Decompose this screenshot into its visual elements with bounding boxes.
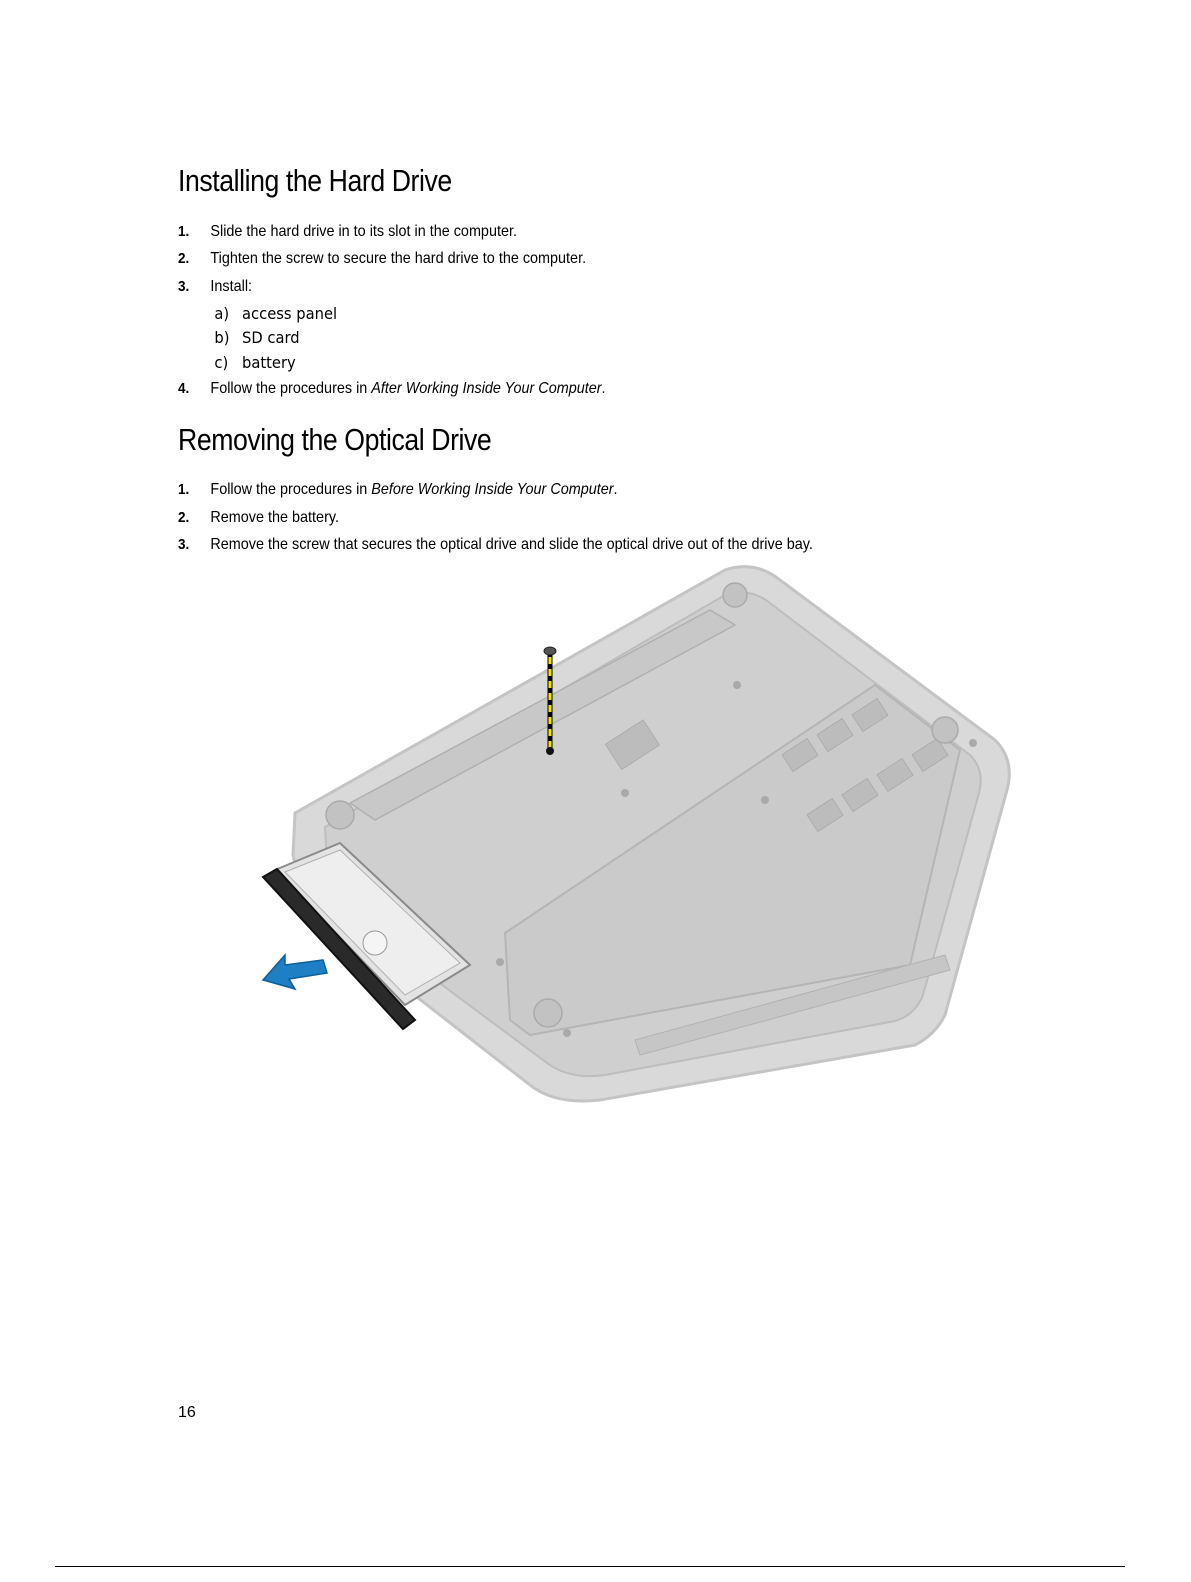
step-number: 3. (178, 536, 190, 553)
cross-reference-link[interactable]: Before Working Inside Your Computer (371, 481, 614, 498)
remove-step-1 (178, 480, 618, 500)
direction-arrow-icon (263, 955, 327, 989)
install-step-2 (178, 249, 586, 269)
install-step-4 (178, 379, 606, 399)
install-substep-c (214, 353, 296, 373)
substep-text: access panel (242, 304, 338, 323)
step-text: Follow the procedures in (210, 380, 372, 397)
substep-text: SD card (242, 328, 300, 347)
step-number: 3. (178, 278, 190, 295)
step-text: Slide the hard drive in to its slot in the computer. (210, 223, 517, 240)
remove-step-2 (178, 508, 339, 528)
step-text-end: . (601, 380, 606, 397)
install-substep-b (214, 328, 300, 348)
footer-divider (55, 1566, 1125, 1567)
step-text: Remove the battery. (210, 509, 340, 526)
substep-letter: a) (214, 304, 230, 323)
step-text: Remove the screw that secures the optical drive and slide the optical drive out of the drive bay. (210, 536, 813, 553)
step-text: Tighten the screw to secure the hard drive to the computer. (210, 250, 587, 267)
substep-letter: b) (214, 328, 230, 347)
substep-text: battery (242, 353, 296, 372)
step-text: Install: (210, 278, 253, 295)
step-number: 2. (178, 250, 190, 267)
install-substep-a (214, 304, 338, 324)
step-text-end: . (613, 481, 618, 498)
heading-installing-hard-drive: Installing the Hard Drive (178, 163, 452, 198)
install-step-3 (178, 277, 252, 297)
optical-drive-removal-illustration (255, 565, 1015, 1105)
step-number: 2. (178, 509, 190, 526)
optical-drive-spindle-cover (363, 931, 387, 955)
substep-letter: c) (214, 353, 229, 372)
cross-reference-link[interactable]: After Working Inside Your Computer (371, 380, 602, 397)
remove-step-3 (178, 535, 813, 555)
heading-removing-optical-drive: Removing the Optical Drive (178, 422, 492, 457)
install-step-1 (178, 222, 517, 242)
step-number: 1. (178, 481, 190, 498)
step-number: 1. (178, 223, 190, 240)
page-number: 16 (178, 1404, 196, 1421)
step-text: Follow the procedures in (210, 481, 372, 498)
step-number: 4. (178, 380, 190, 397)
